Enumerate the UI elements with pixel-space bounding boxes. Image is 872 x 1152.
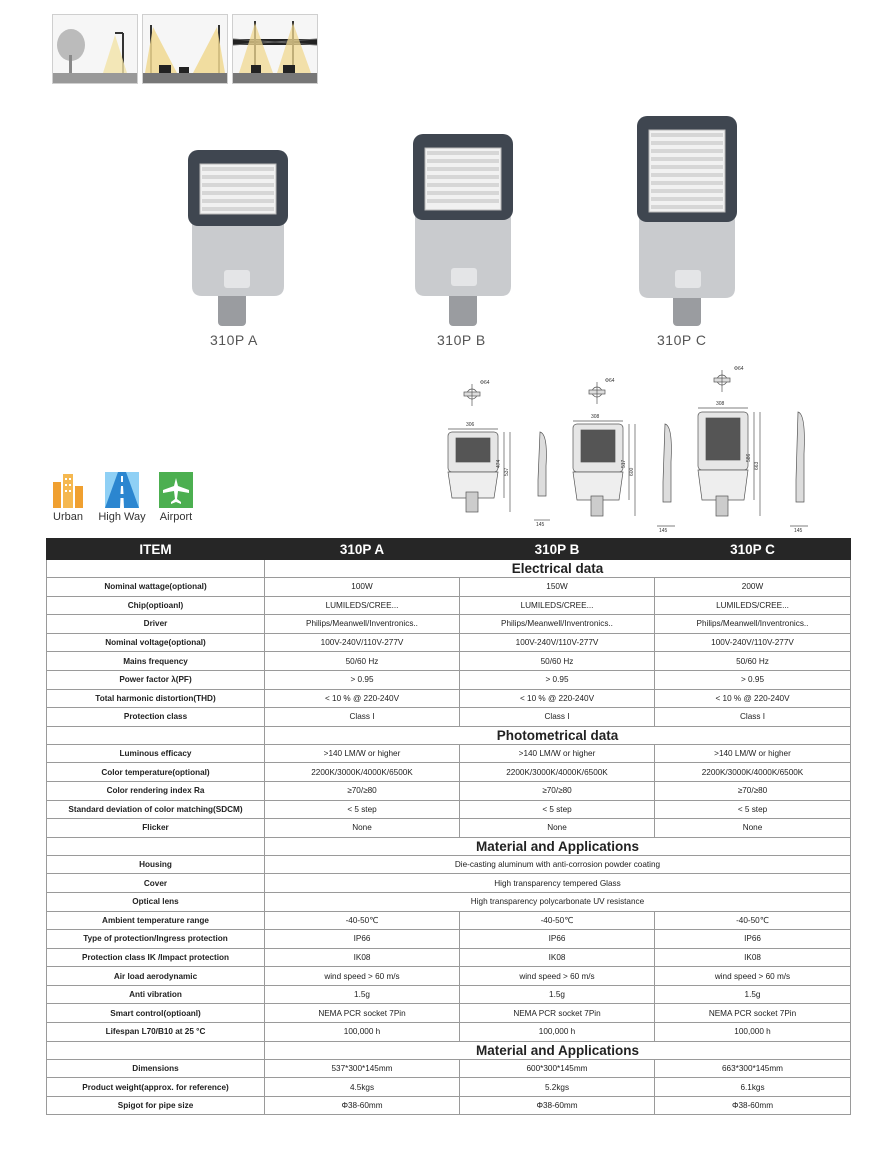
row-label: Air load aerodynamic — [47, 967, 265, 986]
row-label: Spigot for pipe size — [47, 1096, 265, 1115]
section-row — [47, 1041, 851, 1059]
row-label: Flicker — [47, 819, 265, 838]
row-value: 100,000 h — [655, 1023, 851, 1042]
row-label: Type of protection/Ingress protection — [47, 930, 265, 949]
header-model: 310P B — [460, 539, 655, 560]
row-value: 100,000 h — [460, 1023, 655, 1042]
row-value: LUMILEDS/CREE... — [655, 596, 851, 615]
row-value: Class I — [655, 708, 851, 727]
row-label: Protection class IK /Impact protection — [47, 948, 265, 967]
row-value: 1.5g — [460, 985, 655, 1004]
app-urban — [46, 472, 90, 523]
section-spacer — [47, 726, 265, 744]
dim-width-310p-c: 308 — [716, 401, 725, 407]
dim-pipe-dia-310p-c: Φ64 — [734, 366, 744, 372]
row-value: < 10 % @ 220-240V — [265, 689, 460, 708]
row-value: 2200K/3000K/4000K/6500K — [655, 763, 851, 782]
section-row — [47, 726, 851, 744]
table-header-row — [47, 539, 851, 560]
row-value: 150W — [460, 578, 655, 597]
row-value: Philips/Meanwell/Inventronics.. — [265, 615, 460, 634]
highway-icon — [105, 472, 139, 508]
row-value: wind speed > 60 m/s — [265, 967, 460, 986]
section-row — [47, 560, 851, 578]
section-title: Photometrical data — [265, 726, 851, 744]
table-row — [47, 615, 851, 634]
dimension-drawing-310p-a — [442, 376, 560, 531]
row-value: > 0.95 — [460, 670, 655, 689]
row-value: < 5 step — [655, 800, 851, 819]
row-label: Chip(optioanl) — [47, 596, 265, 615]
table-row — [47, 781, 851, 800]
row-value: 1.5g — [655, 985, 851, 1004]
table-row — [47, 633, 851, 652]
row-label: Standard deviation of color matching(SDCM) — [47, 800, 265, 819]
application-icons — [46, 472, 198, 523]
row-value: > 0.95 — [655, 670, 851, 689]
spec-table — [46, 538, 851, 1115]
scene-thumb-highway — [232, 14, 318, 84]
row-value: Φ38-60mm — [265, 1096, 460, 1115]
row-label: Color rendering index Ra — [47, 781, 265, 800]
section-title: Material and Applications — [265, 1041, 851, 1059]
row-value: 50/60 Hz — [460, 652, 655, 671]
product-name-310p-a: 310P A — [210, 332, 258, 348]
table-row — [47, 689, 851, 708]
row-value: IP66 — [265, 930, 460, 949]
app-highway — [100, 472, 144, 523]
row-value: 5.2kgs — [460, 1078, 655, 1097]
section-spacer — [47, 1041, 265, 1059]
row-value: LUMILEDS/CREE... — [460, 596, 655, 615]
product-image-310p-b — [413, 134, 513, 326]
row-label: Mains frequency — [47, 652, 265, 671]
row-value: 100W — [265, 578, 460, 597]
app-urban-label: Urban — [53, 511, 83, 523]
row-value: < 10 % @ 220-240V — [655, 689, 851, 708]
section-spacer — [47, 560, 265, 578]
row-label: Optical lens — [47, 892, 265, 911]
scene-thumb-park — [52, 14, 138, 84]
product-name-310p-b: 310P B — [437, 332, 486, 348]
row-label: Ambient temperature range — [47, 911, 265, 930]
dim-width-310p-a: 306 — [466, 422, 475, 428]
row-label: Anti vibration — [47, 985, 265, 1004]
row-value: 663*300*145mm — [655, 1059, 851, 1078]
row-label: Lifespan L70/B10 at 25 °C — [47, 1023, 265, 1042]
table-row — [47, 708, 851, 727]
row-value: Class I — [265, 708, 460, 727]
row-value: 100V-240V/110V-277V — [655, 633, 851, 652]
section-title: Material and Applications — [265, 837, 851, 855]
dimension-drawing-310p-b — [565, 372, 685, 539]
table-row — [47, 670, 851, 689]
dimension-drawing-310p-c — [690, 362, 814, 539]
table-row — [47, 874, 851, 893]
row-value: Philips/Meanwell/Inventronics.. — [460, 615, 655, 634]
table-row — [47, 800, 851, 819]
row-value: 537*300*145mm — [265, 1059, 460, 1078]
row-value: ≥70/≥80 — [460, 781, 655, 800]
table-row — [47, 763, 851, 782]
row-label: Housing — [47, 855, 265, 874]
row-value: < 5 step — [265, 800, 460, 819]
row-value: 100,000 h — [265, 1023, 460, 1042]
table-row — [47, 930, 851, 949]
row-value: 1.5g — [265, 985, 460, 1004]
dim-pipe-dia-310p-b: Φ64 — [605, 378, 615, 384]
row-value: 2200K/3000K/4000K/6500K — [265, 763, 460, 782]
row-value: IP66 — [655, 930, 851, 949]
row-label: Cover — [47, 874, 265, 893]
row-value: 50/60 Hz — [265, 652, 460, 671]
app-highway-label: High Way — [98, 511, 146, 523]
row-value: < 10 % @ 220-240V — [460, 689, 655, 708]
row-label: Color temperature(optional) — [47, 763, 265, 782]
table-row — [47, 1004, 851, 1023]
table-row — [47, 967, 851, 986]
row-value: Class I — [460, 708, 655, 727]
row-label: Protection class — [47, 708, 265, 727]
row-value: wind speed > 60 m/s — [460, 967, 655, 986]
dim-depth-310p-a: 145 — [536, 522, 545, 526]
table-row — [47, 578, 851, 597]
urban-icon — [51, 472, 85, 508]
product-image-310p-c — [637, 116, 737, 326]
dim-height-310p-b: 517 — [621, 459, 627, 468]
row-value: None — [460, 819, 655, 838]
row-value: 4.5kgs — [265, 1078, 460, 1097]
row-value: wind speed > 60 m/s — [655, 967, 851, 986]
row-value: IP66 — [460, 930, 655, 949]
row-value-merged: High transparency tempered Glass — [265, 874, 851, 893]
table-row — [47, 1023, 851, 1042]
row-value: None — [265, 819, 460, 838]
product-name-310p-c: 310P C — [657, 332, 707, 348]
row-label: Product weight(approx. for reference) — [47, 1078, 265, 1097]
row-label: Total harmonic distortion(THD) — [47, 689, 265, 708]
row-value-merged: Die-casting aluminum with anti-corrosion powder coating — [265, 855, 851, 874]
dim-length-310p-a: 537 — [504, 467, 510, 476]
row-value: None — [655, 819, 851, 838]
row-value: NEMA PCR socket 7Pin — [265, 1004, 460, 1023]
row-label: Luminous efficacy — [47, 744, 265, 763]
row-value: >140 LM/W or higher — [265, 744, 460, 763]
row-value: Φ38-60mm — [460, 1096, 655, 1115]
row-value: 50/60 Hz — [655, 652, 851, 671]
row-value: IK08 — [655, 948, 851, 967]
header-model: 310P A — [265, 539, 460, 560]
row-value: NEMA PCR socket 7Pin — [655, 1004, 851, 1023]
dim-length-310p-b: 600 — [629, 467, 635, 476]
app-airport — [154, 472, 198, 523]
row-value: 100V-240V/110V-277V — [265, 633, 460, 652]
row-label: Driver — [47, 615, 265, 634]
row-value: >140 LM/W or higher — [460, 744, 655, 763]
table-row — [47, 948, 851, 967]
row-value: 2200K/3000K/4000K/6500K — [460, 763, 655, 782]
row-value: 100V-240V/110V-277V — [460, 633, 655, 652]
row-value: 200W — [655, 578, 851, 597]
table-row — [47, 855, 851, 874]
row-value: IK08 — [265, 948, 460, 967]
table-row — [47, 911, 851, 930]
section-row — [47, 837, 851, 855]
row-value: -40-50℃ — [265, 911, 460, 930]
section-title: Electrical data — [265, 560, 851, 578]
row-value: < 5 step — [460, 800, 655, 819]
row-value: Φ38-60mm — [655, 1096, 851, 1115]
dim-depth-310p-c: 145 — [794, 528, 803, 534]
table-row — [47, 652, 851, 671]
dim-height-310p-c: 586 — [746, 453, 752, 462]
row-value: -40-50℃ — [655, 911, 851, 930]
row-value: ≥70/≥80 — [655, 781, 851, 800]
header-item: ITEM — [47, 539, 265, 560]
table-row — [47, 1059, 851, 1078]
row-value: IK08 — [460, 948, 655, 967]
row-value-merged: High transparency polycarbonate UV resistance — [265, 892, 851, 911]
table-row — [47, 985, 851, 1004]
dim-pipe-dia-310p-a: Φ64 — [480, 380, 490, 386]
airport-icon — [159, 472, 193, 508]
table-row — [47, 744, 851, 763]
dim-width-310p-b: 308 — [591, 414, 600, 420]
row-label: Nominal voltage(optional) — [47, 633, 265, 652]
row-value: LUMILEDS/CREE... — [265, 596, 460, 615]
app-airport-label: Airport — [159, 511, 193, 523]
header-model: 310P C — [655, 539, 851, 560]
row-value: -40-50℃ — [460, 911, 655, 930]
row-label: Smart control(optioanl) — [47, 1004, 265, 1023]
table-row — [47, 1096, 851, 1115]
row-value: > 0.95 — [265, 670, 460, 689]
dim-length-310p-c: 663 — [754, 461, 760, 470]
row-value: >140 LM/W or higher — [655, 744, 851, 763]
row-value: 600*300*145mm — [460, 1059, 655, 1078]
table-row — [47, 1078, 851, 1097]
row-value: ≥70/≥80 — [265, 781, 460, 800]
row-label: Nominal wattage(optional) — [47, 578, 265, 597]
row-label: Dimensions — [47, 1059, 265, 1078]
scene-thumbnails — [52, 14, 318, 84]
table-row — [47, 596, 851, 615]
table-row — [47, 892, 851, 911]
row-label: Power factor λ(PF) — [47, 670, 265, 689]
product-image-310p-a — [188, 150, 288, 326]
row-value: NEMA PCR socket 7Pin — [460, 1004, 655, 1023]
row-value: Philips/Meanwell/Inventronics.. — [655, 615, 851, 634]
section-spacer — [47, 837, 265, 855]
scene-thumb-road — [142, 14, 228, 84]
row-value: 6.1kgs — [655, 1078, 851, 1097]
table-row — [47, 819, 851, 838]
dim-height-310p-a: 474 — [496, 459, 502, 468]
dim-depth-310p-b: 145 — [659, 528, 668, 534]
